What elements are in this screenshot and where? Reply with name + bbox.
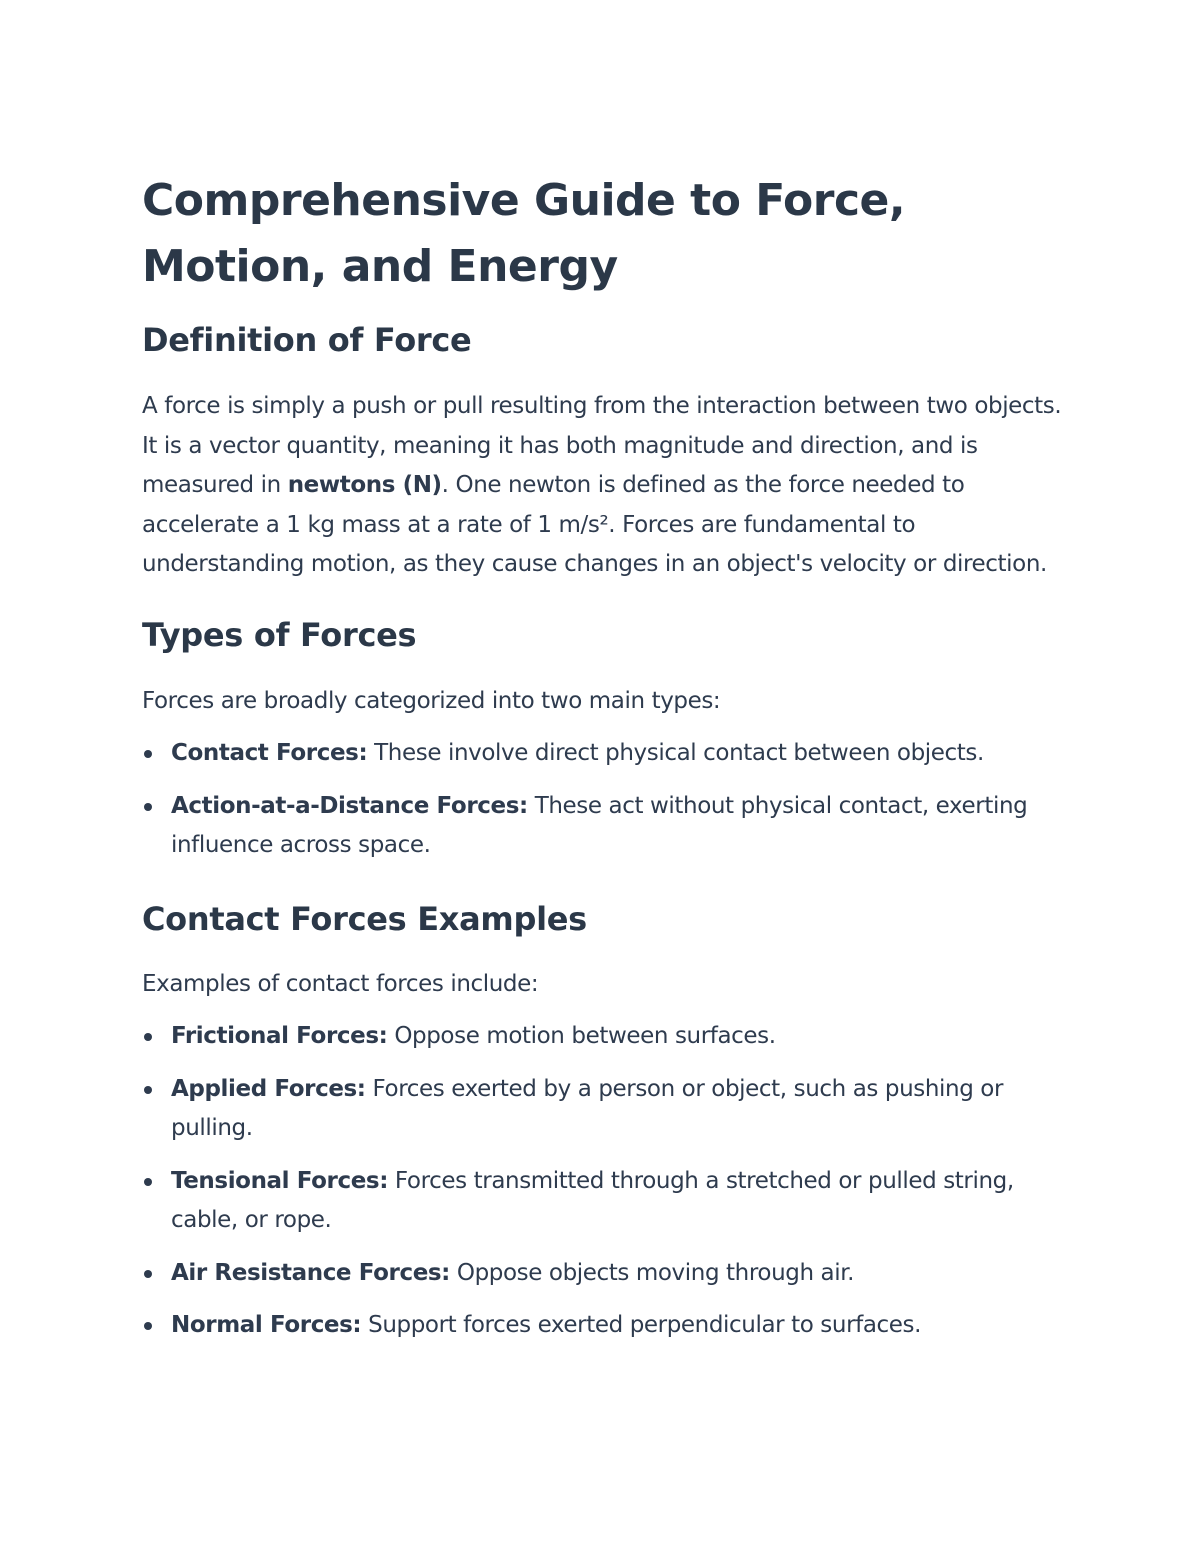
list-item-desc: These involve direct physical contact between objects. — [367, 740, 984, 766]
list-item-term: Action-at-a-Distance Forces: — [171, 792, 528, 819]
paragraph-contact-intro: Examples of contact forces include: — [142, 970, 539, 997]
paragraph-types-intro: Forces are broadly categorized into two main types: — [142, 687, 721, 714]
list-item-term: Frictional Forces: — [171, 1023, 388, 1049]
definition-text-before: A force is simply a push or pull resulting from the interaction between two objects. It is a vector quantity, meaning it has both magnitude and direction, and is measured in — [142, 393, 1062, 498]
paragraph-definition — [142, 387, 1072, 585]
list-item — [142, 1162, 1072, 1241]
definition-text-after: . One newton is defined as the force needed to accelerate a 1 kg mass at a rate of 1 m/s². Forces are fundamental to understanding motion, as they cause changes in an object's velocity or direction. — [142, 472, 1047, 577]
document-page — [142, 168, 1072, 1359]
bullet-icon — [144, 750, 152, 758]
bullet-icon — [144, 1270, 152, 1278]
definition-bold-unit: newtons (N) — [287, 472, 442, 498]
heading-types-of-forces: Types of Forces — [142, 615, 417, 654]
list-item-desc: Support forces exerted perpendicular to surfaces. — [361, 1312, 922, 1338]
page-title: Comprehensive Guide to Force, Motion, and Energy — [142, 175, 906, 292]
list-item-term: Applied Forces: — [171, 1075, 366, 1102]
bullet-icon — [144, 1178, 152, 1186]
bullet-icon — [144, 1033, 152, 1041]
list-item — [142, 734, 1072, 774]
list-item — [142, 1254, 1072, 1294]
list-item-desc: Forces transmitted through a stretched or pulled string, cable, or rope. — [171, 1167, 1014, 1233]
list-item-term: Tensional Forces: — [171, 1167, 389, 1194]
heading-contact-forces-examples: Contact Forces Examples — [142, 899, 587, 938]
contact-examples-list — [142, 1017, 1072, 1346]
bullet-icon — [144, 803, 152, 811]
bullet-icon — [144, 1322, 152, 1330]
heading-definition-of-force: Definition of Force — [142, 321, 472, 359]
list-item — [142, 1306, 1072, 1346]
list-item-term: Normal Forces: — [171, 1312, 362, 1338]
list-item — [142, 787, 1072, 866]
bullet-icon — [144, 1086, 152, 1094]
list-item-desc: Oppose objects moving through air. — [449, 1259, 855, 1286]
list-item-desc: Oppose motion between surfaces. — [387, 1023, 776, 1049]
list-item-desc: Forces exerted by a person or object, such as pushing or pulling. — [171, 1075, 1004, 1141]
list-item-term: Air Resistance Forces: — [171, 1259, 450, 1286]
list-item — [142, 1070, 1072, 1149]
types-list — [142, 734, 1072, 866]
list-item — [142, 1017, 1072, 1057]
list-item-term: Contact Forces: — [171, 740, 368, 766]
list-item-desc: These act without physical contact, exerting influence across space. — [171, 792, 1028, 858]
